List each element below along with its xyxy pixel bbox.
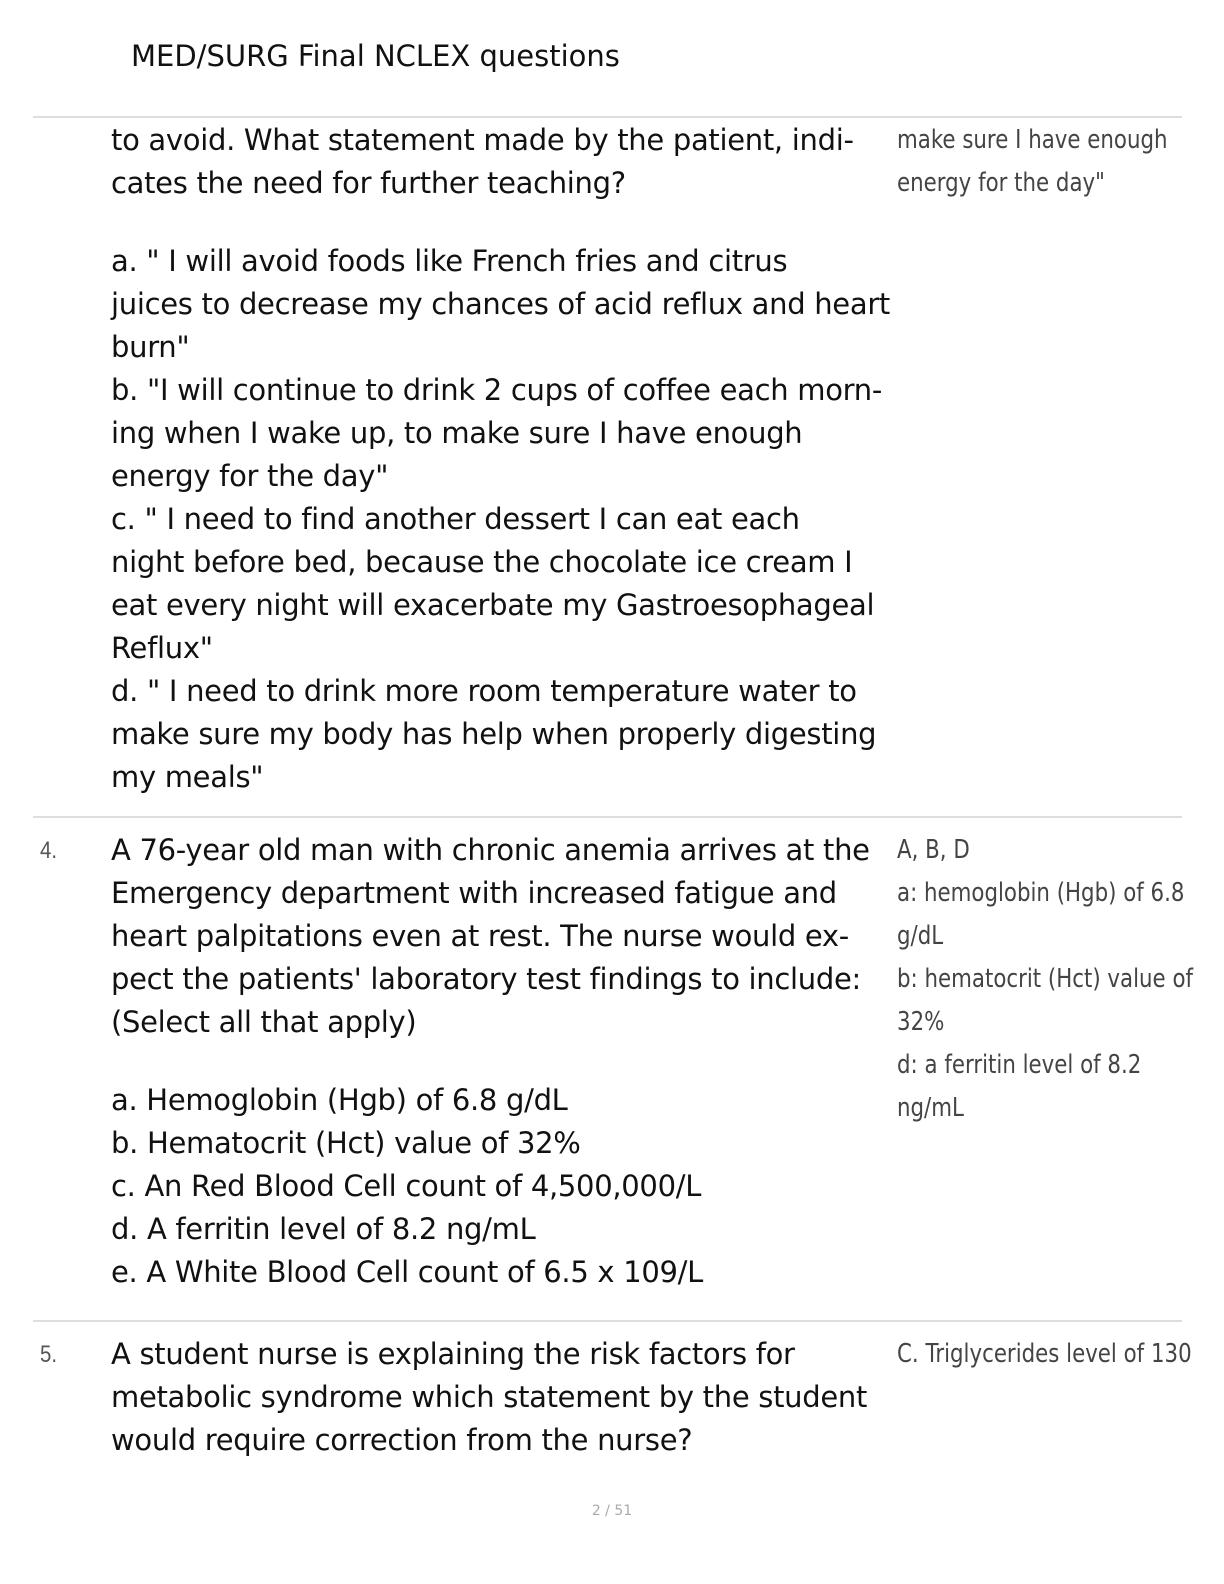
question-stem-line: cates the need for further teaching? [111, 166, 626, 200]
question-stem-line: Emergency department with increased fatigue and [111, 876, 837, 910]
question-number: 5. [40, 1341, 58, 1368]
question-4-answer [897, 829, 1193, 1130]
option-line: energy for the day" [111, 459, 389, 493]
question-stem-line: to avoid. What statement made by the patient, indi- [111, 123, 854, 157]
option-line: d. " I need to drink more room temperature water to [111, 674, 857, 708]
question-3-text [111, 119, 891, 799]
question-stem-line: heart palpitations even at rest. The nurse would ex- [111, 919, 849, 953]
question-number: 4. [40, 837, 58, 864]
question-stem-line: would require correction from the nurse? [111, 1423, 693, 1457]
option-line: c. An Red Blood Cell count of 4,500,000/L [111, 1169, 702, 1203]
answer-line: ng/mL [897, 1093, 964, 1123]
question-stem-line: A student nurse is explaining the risk factors for [111, 1337, 795, 1371]
answer-line: C. Triglycerides level of 130 [897, 1339, 1192, 1369]
answer-line: b: hematocrit (Hct) value of [897, 964, 1193, 994]
question-stem-line: pect the patients' laboratory test findings to include: [111, 962, 861, 996]
option-line: d. A ferritin level of 8.2 ng/mL [111, 1212, 536, 1246]
answer-line: energy for the day" [897, 168, 1105, 198]
option-line: a. " I will avoid foods like French fries and citrus [111, 244, 788, 278]
question-stem-line: metabolic syndrome which statement by the student [111, 1380, 868, 1414]
option-line: eat every night will exacerbate my Gastroesophageal [111, 588, 875, 622]
divider [33, 816, 1182, 818]
question-stem-line: A 76-year old man with chronic anemia arrives at the [111, 833, 870, 867]
answer-line: 32% [897, 1007, 945, 1037]
question-3-answer [897, 119, 1168, 205]
option-line: e. A White Blood Cell count of 6.5 x 109/L [111, 1255, 703, 1289]
option-line: ing when I wake up, to make sure I have enough [111, 416, 803, 450]
answer-line: g/dL [897, 921, 944, 951]
page-number: 2 / 51 [591, 1503, 633, 1519]
option-line: Reflux" [111, 631, 213, 665]
option-line: my meals" [111, 760, 264, 794]
divider [33, 1320, 1182, 1322]
option-line: a. Hemoglobin (Hgb) of 6.8 g/dL [111, 1083, 568, 1117]
option-line: b. "I will continue to drink 2 cups of coffee each morn- [111, 373, 883, 407]
answer-line: d: a ferritin level of 8.2 [897, 1050, 1142, 1080]
document-title: MED/SURG Final NCLEX questions [131, 39, 620, 73]
option-line: make sure my body has help when properly digesting [111, 717, 877, 751]
option-line: juices to decrease my chances of acid reflux and heart [111, 287, 891, 321]
option-line: night before bed, because the chocolate ice cream I [111, 545, 853, 579]
divider [33, 116, 1182, 118]
answer-line: a: hemoglobin (Hgb) of 6.8 [897, 878, 1185, 908]
option-line: c. " I need to find another dessert I can eat each [111, 502, 800, 536]
question-stem-line: (Select all that apply) [111, 1005, 417, 1039]
question-5-text [111, 1333, 891, 1462]
option-line: b. Hematocrit (Hct) value of 32% [111, 1126, 581, 1160]
question-5-answer [897, 1333, 1192, 1376]
answer-line: make sure I have enough [897, 125, 1168, 155]
question-4-text [111, 829, 891, 1294]
option-line: burn" [111, 330, 190, 364]
answer-line: A, B, D [897, 835, 970, 865]
